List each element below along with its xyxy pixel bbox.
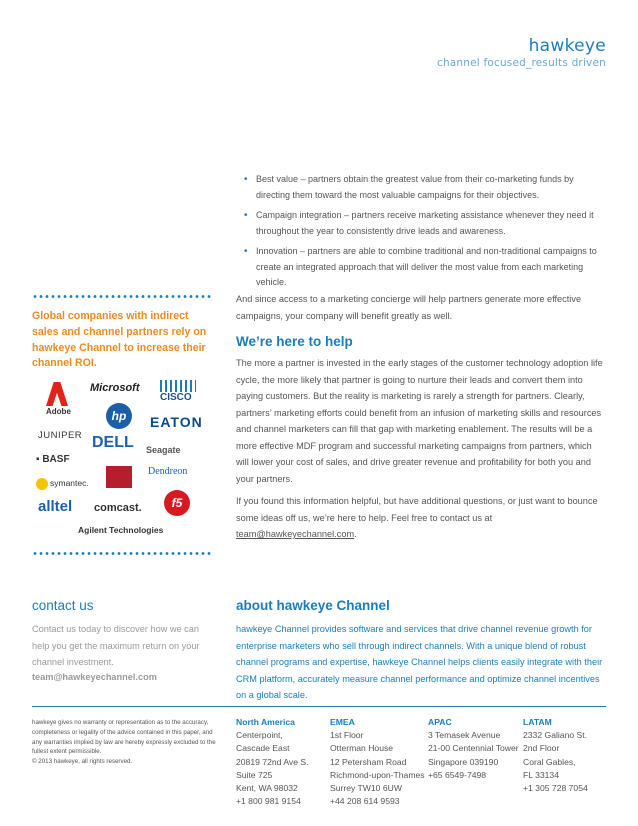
brand-header (437, 36, 606, 69)
logo-comcast: comcast. (94, 502, 142, 514)
brand-tagline: channel focused_results driven (436, 57, 606, 69)
logo-juniper: JUNIPER (38, 430, 83, 441)
logo-symantec: symantec. (50, 478, 89, 488)
office-line: Otterman House (330, 743, 394, 754)
office-latam (523, 716, 588, 795)
office-line: Surrey TW10 6UW (330, 783, 402, 794)
logo-microsoft: Microsoft (90, 382, 140, 394)
dotted-divider-top (32, 295, 212, 298)
logo-seagate: Seagate (146, 445, 181, 455)
benefit-item: • Innovation – partners are able to combine traditional and non-traditional campaigns to create an integrated approach that will deliver the most value from each marketing vehicle. (244, 244, 602, 291)
contact-text: Contact us today to discover how we can help you get the maximum return on your channel investment. (32, 624, 200, 667)
office-line: 12 Petersham Road (330, 756, 407, 767)
disclaimer-text: hawkeye gives no warranty or representation as to the accuracy, completeness or legality of the advice contained in this paper, and any warranties implied by law are hereby expressly excluded to the fullest extent permissible. (32, 719, 216, 756)
office-region: EMEA (330, 717, 355, 727)
contact-heading: contact us (32, 598, 94, 613)
logo-f5: f5 (164, 490, 190, 516)
office-emea (330, 716, 425, 808)
office-line: Coral Gables, (523, 756, 576, 767)
office-line: Suite 725 (236, 769, 273, 780)
copyright: © 2013 hawkeye, all rights reserved. (32, 758, 133, 766)
office-line: 21-00 Centennial Tower (428, 743, 519, 754)
help-paragraph-1: The more a partner is invested in the early stages of the customer technology adoption life cycle, the more likely that partner is going to nurture their leads and convert them into paying customers. But the reality is marketing is rarely a strength for partners. Clearly, partners’ marketing efforts could benefit from an infusion of marketing skills and resources and channel marketers can fill that gap with marketing enablement. The results will be a more effective MDF program and successful marketing campaigns from partners, which will lower your cost of sales, and drive greater revenue and profitability for both you and your partners. (236, 358, 603, 484)
benefit-item: • Campaign integration – partners receive marketing assistance whenever they need it throughout the year to consistently drive leads and awareness. (244, 208, 602, 239)
office-line: FL 33134 (523, 769, 559, 780)
footer-divider (32, 706, 606, 707)
logo-dendreon: Dendreon (148, 466, 188, 477)
office-phone: +1 305 728 7054 (523, 783, 588, 794)
office-line: 2nd Floor (523, 743, 560, 754)
office-line: Centerpoint, (236, 730, 283, 741)
help-heading: We’re here to help (236, 334, 353, 349)
dotted-divider-bottom (32, 552, 212, 555)
logo-eaton: EATON (150, 414, 203, 430)
about-text: hawkeye Channel provides software and services that drive channel revenue growth for enterprise marketers who sell through indirect channels. With a unique blend of robust channel programs and expertise, hawkeye Channel helps clients easily integrate with their CRM platform, accurately measure channel performance and optimize channel incentives on a global scale. (236, 624, 603, 700)
logo-cisco: CISCO (160, 392, 192, 403)
office-line: Richmond-upon-Thames (330, 769, 425, 780)
office-line: Cascade East (236, 743, 290, 754)
client-logos (32, 378, 212, 538)
office-line: 3 Temasek Avenue (428, 730, 501, 741)
adobe-logo-icon (46, 382, 68, 406)
office-line: 2332 Galiano St. (523, 730, 588, 741)
office-apac (428, 716, 519, 782)
office-phone: +65 6549-7498 (428, 769, 487, 780)
logo-alltel: alltel (38, 498, 73, 515)
brand-logo-wordmark: hawkeye (528, 36, 606, 56)
office-line: Singapore 039190 (428, 756, 499, 767)
logo-agilent: Agilent Technologies (78, 525, 164, 535)
contact-email[interactable]: team@hawkeyechannel.com (32, 672, 157, 682)
logo-basf: ▪ BASF (36, 454, 70, 465)
red-square-logo-icon (106, 466, 132, 488)
office-phone: +44 208 614 9593 (330, 796, 400, 807)
main-column (236, 291, 604, 543)
help-paragraph-2 (236, 493, 604, 543)
disclaimer (32, 718, 218, 767)
about-heading: about hawkeye Channel (236, 598, 390, 613)
benefit-item: • Best value – partners obtain the greatest value from their co-marketing funds by directing them toward the most valuable campaigns for their objectives. (244, 172, 602, 203)
symantec-mark-icon (36, 478, 48, 490)
office-region: APAC (428, 717, 452, 727)
concierge-paragraph: And since access to a marketing concierge will help partners generate more effective campaigns, your company will benefit greatly as well. (236, 294, 582, 321)
logo-basf-text: BASF (42, 454, 70, 465)
office-region: North America (236, 717, 295, 727)
logo-adobe: Adobe (46, 407, 71, 416)
office-north-america (236, 716, 308, 808)
help-email-link[interactable]: team@hawkeyechannel.com (236, 529, 355, 539)
cisco-bars-icon (160, 380, 196, 392)
benefits-list (244, 172, 602, 296)
sidebar-intro: Global companies with indirect sales and channel partners rely on hawkeye Channel to increase their channel ROI. (32, 310, 207, 370)
office-line: 20819 72nd Ave S. (236, 756, 309, 767)
logo-hp: hp (106, 403, 132, 429)
office-line: Kent, WA 98032 (236, 783, 298, 794)
help-paragraph-2-text: If you found this information helpful, but have additional questions, or just want to bounce some ideas off us, we’re here to help. Feel free to contact us at (236, 496, 598, 523)
office-phone: +1 800 981 9154 (236, 796, 301, 807)
help-paragraph-2-end: . (354, 529, 357, 539)
office-region: LATAM (523, 717, 552, 727)
logo-dell: DELL (92, 434, 134, 451)
office-line: 1st Floor (330, 730, 364, 741)
